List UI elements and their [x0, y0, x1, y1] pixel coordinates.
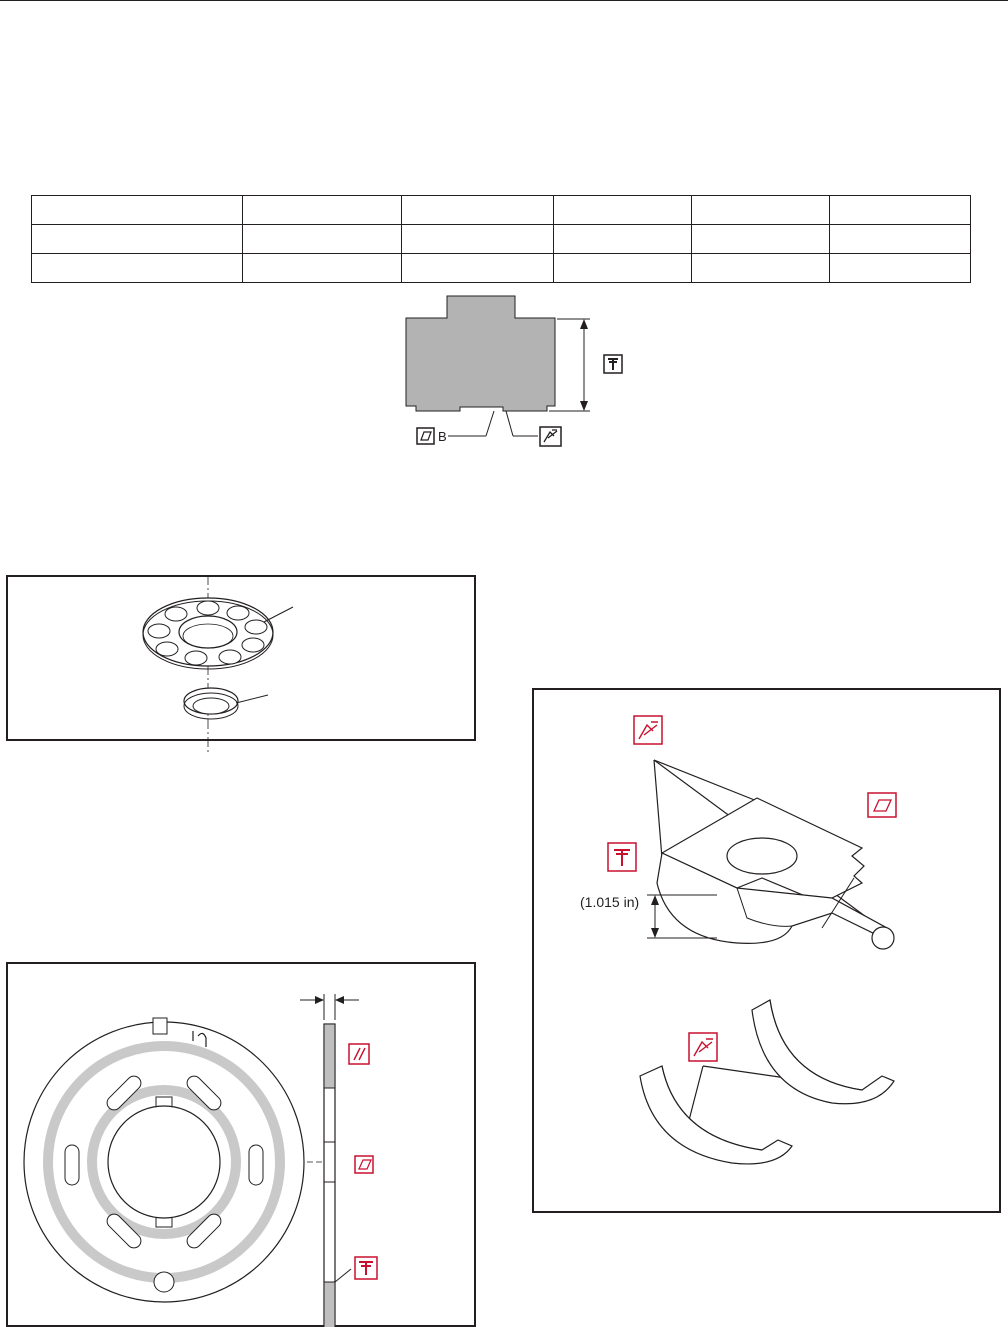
swashplate-diagram: [532, 688, 1001, 1213]
piston-shoe-profile: [406, 296, 555, 411]
table-cell: [243, 196, 402, 225]
flatness-icon: [355, 1156, 373, 1173]
stylus-tip: [872, 927, 894, 949]
datum-label: B: [438, 429, 447, 444]
table-cell: [830, 196, 971, 225]
swashplate-body: [657, 798, 887, 943]
retainer-plate: [143, 598, 273, 669]
table-cell: [243, 254, 402, 283]
flatness-icon: [417, 428, 434, 444]
valve-plate-diagram: [6, 962, 476, 1327]
micrometer-icon: [355, 1257, 377, 1279]
table-cell: [32, 225, 243, 254]
micrometer-icon: [604, 355, 622, 373]
valve-plate: [24, 1018, 304, 1302]
table-cell: [32, 254, 243, 283]
retainer-plate-diagram: [6, 575, 476, 755]
table-cell: [402, 254, 554, 283]
micrometer-icon: [608, 843, 636, 871]
table-cell: [692, 225, 830, 254]
table-cell: [830, 225, 971, 254]
table-cell: [692, 254, 830, 283]
table-cell: [402, 225, 554, 254]
inspect-icon: [540, 427, 561, 446]
table-cell: [402, 196, 554, 225]
parallelism-icon: [349, 1044, 369, 1064]
piston-shoe-diagram: [390, 288, 640, 458]
table-row: [32, 254, 971, 283]
table-row: [32, 196, 971, 225]
flatness-icon: [868, 793, 896, 817]
table-cell: [243, 225, 402, 254]
spec-table: [31, 195, 971, 283]
valve-plate-section: [324, 1024, 335, 1327]
table-cell: [554, 254, 692, 283]
table-row: [32, 225, 971, 254]
table-cell: [830, 254, 971, 283]
inspect-icon: [634, 716, 662, 744]
dimension-label: (1.015 in): [580, 894, 640, 910]
bearing-half-left: [640, 1066, 792, 1164]
bearing-half-right: [752, 1000, 894, 1104]
header-rule: [0, 0, 1008, 1]
table-cell: [554, 225, 692, 254]
table-cell: [554, 196, 692, 225]
inspect-icon: [689, 1033, 717, 1061]
table-cell: [32, 196, 243, 225]
ball-guide: [184, 688, 238, 719]
table-cell: [692, 196, 830, 225]
